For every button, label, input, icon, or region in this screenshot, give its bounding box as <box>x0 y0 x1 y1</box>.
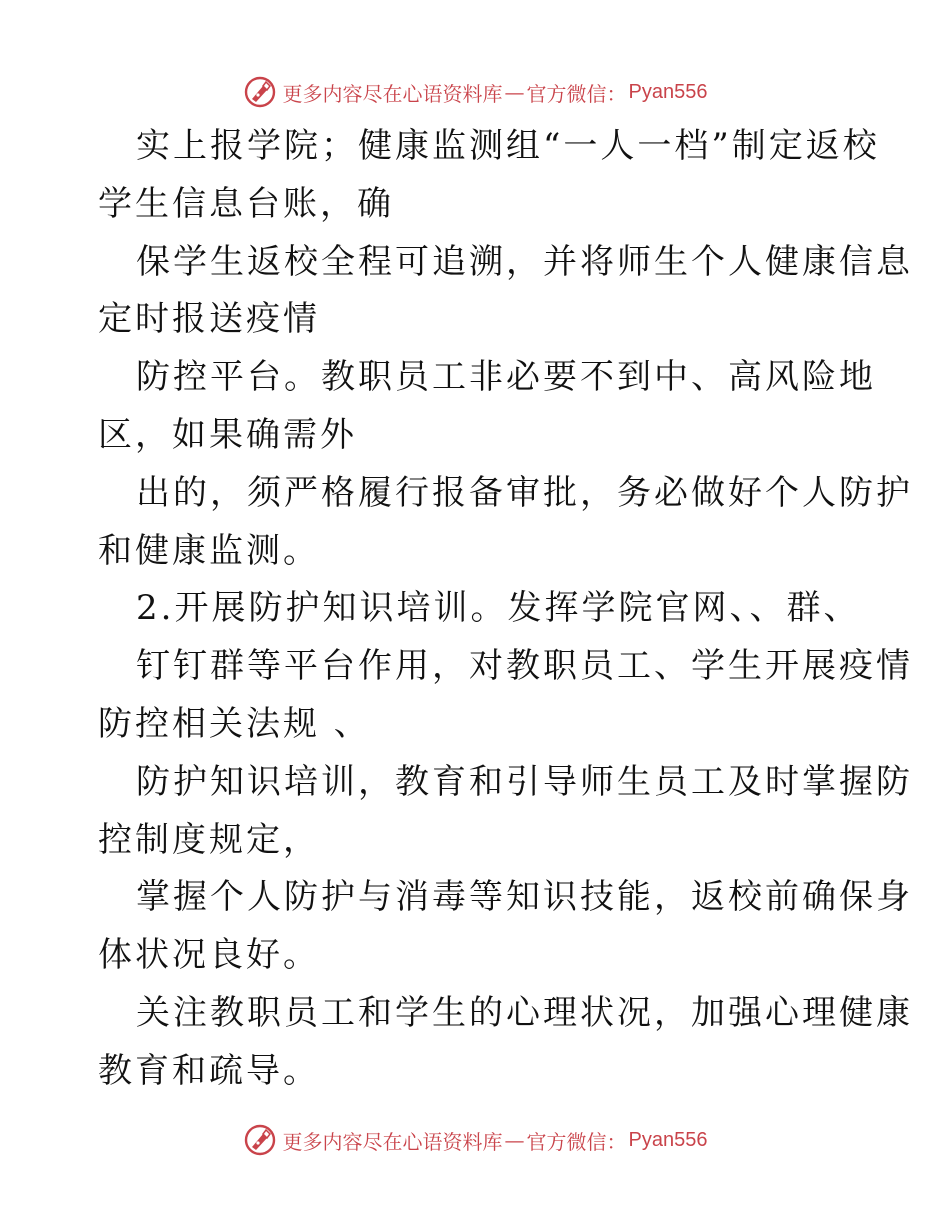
body-line: 定时报送疫情 <box>98 299 320 340</box>
body-line: 2.开展防护知识培训。发挥学院官网、、群、 <box>136 588 861 629</box>
body-line: 钉钉群等平台作用，对教职员工、学生开展疫情 <box>136 646 913 687</box>
pen-nib-logo-icon <box>243 75 277 109</box>
body-line: 学生信息台账，确 <box>98 183 394 224</box>
watermark-wechat-id: Pyan556 <box>628 1128 708 1151</box>
body-line: 出的，须严格履行报备审批，务必做好个人防护 <box>136 472 913 513</box>
body-line: 防控相关法规 、 <box>98 703 371 744</box>
watermark-official-text: 官方微信： <box>526 81 627 106</box>
body-line: 关注教职员工和学生的心理状况，加强心理健康 <box>136 992 913 1033</box>
watermark-main-text: 更多内容尽在心语资料库 <box>282 1129 503 1154</box>
body-line: 防控平台。教职员工非必要不到中、高风险地 <box>136 357 876 398</box>
watermark-wechat-id: Pyan556 <box>628 80 708 103</box>
watermark-separator: — <box>504 80 525 104</box>
header-watermark <box>0 72 950 112</box>
body-line: 和健康监测。 <box>98 530 320 571</box>
footer-watermark <box>0 1120 950 1160</box>
body-line: 实上报学院；健康监测组“一人一档”制定返校 <box>136 126 880 166</box>
document-body <box>98 118 913 1101</box>
body-line: 防护知识培训，教育和引导师生员工及时掌握防 <box>136 761 913 802</box>
body-line: 控制度规定， <box>98 819 320 860</box>
watermark-official-text: 官方微信： <box>526 1129 627 1154</box>
body-line: 掌握个人防护与消毒等知识技能，返校前确保身 <box>136 877 913 918</box>
body-line: 区，如果确需外 <box>98 414 357 455</box>
watermark-main-text: 更多内容尽在心语资料库 <box>282 81 503 106</box>
watermark-separator: — <box>504 1128 525 1152</box>
body-line: 体状况良好。 <box>98 935 320 976</box>
body-line: 保学生返校全程可追溯，并将师生个人健康信息 <box>136 241 913 282</box>
body-line: 教育和疏导。 <box>98 1050 320 1091</box>
pen-nib-logo-icon <box>243 1123 277 1157</box>
